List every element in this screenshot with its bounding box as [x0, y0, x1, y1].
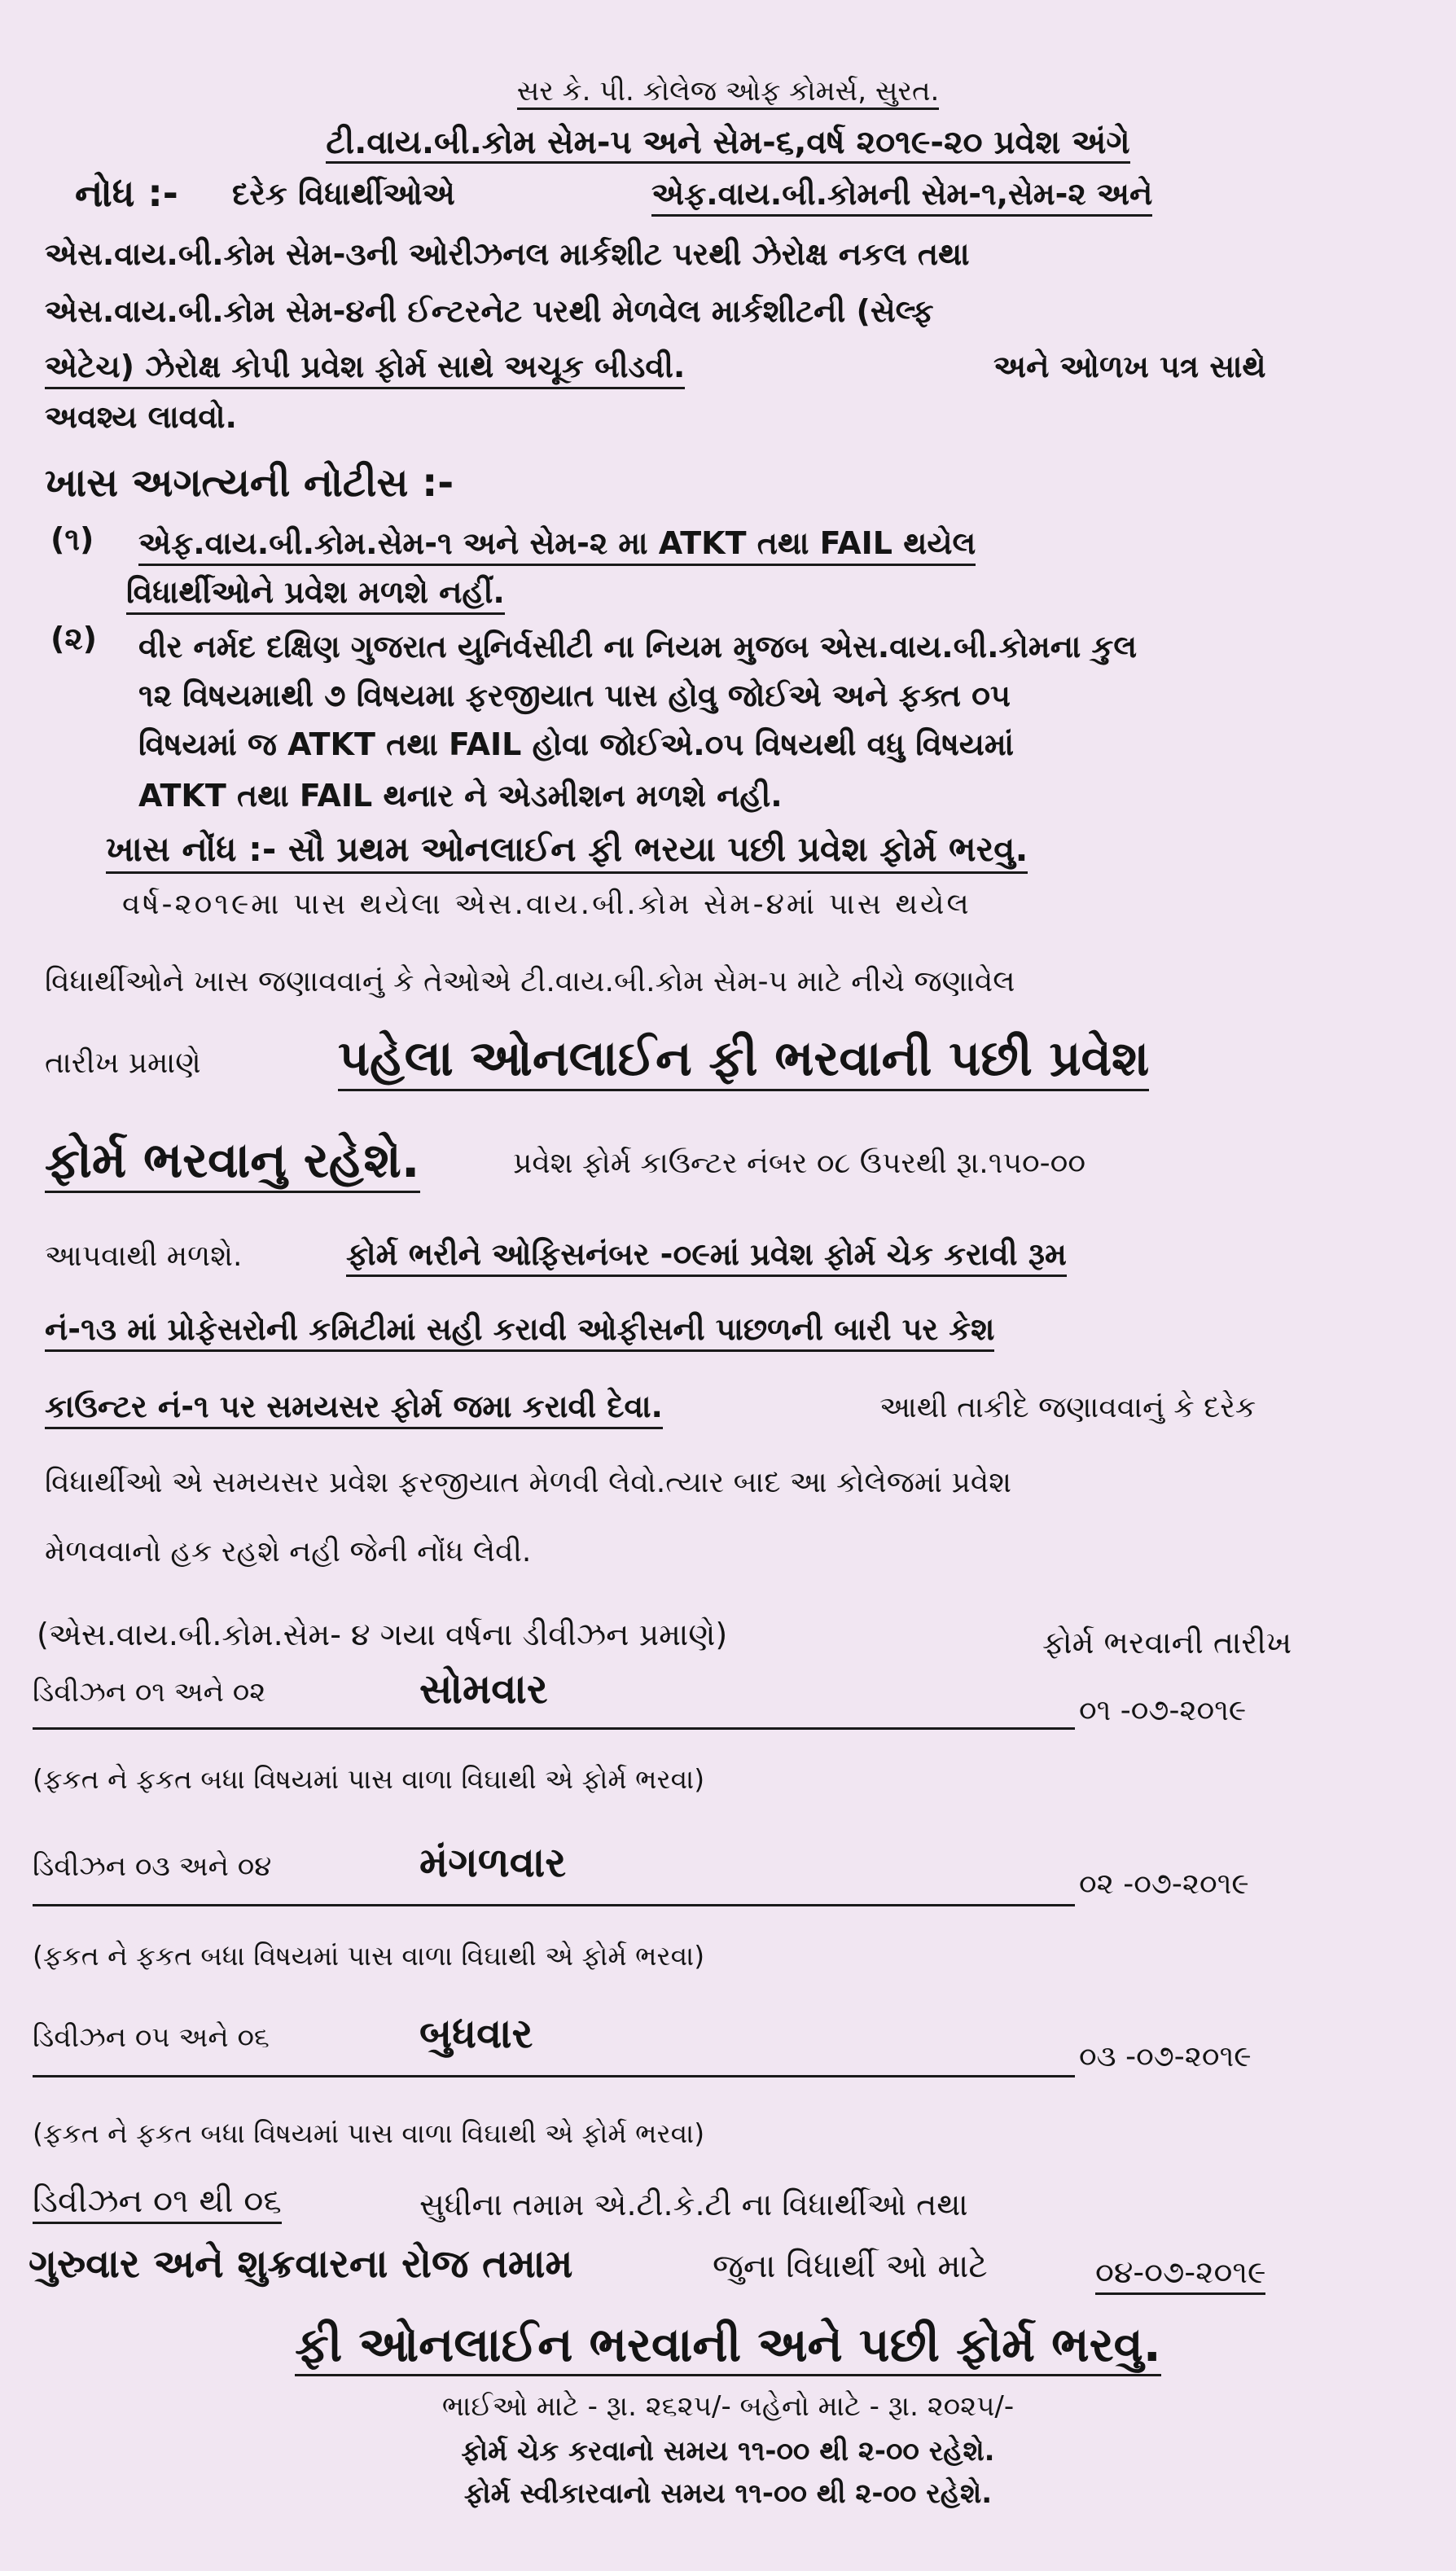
body-line7-underlined: કાઉન્ટર નં-૧ પર સમયસર ફોર્મ જમા કરાવી દેવા. [45, 1389, 663, 1429]
notice-subject: ટી.વાય.બી.કોમ સેમ-૫ અને સેમ-૬,વર્ષ ૨૦૧૯-૨૦ પ્રવેશ અંગે [0, 124, 1456, 161]
item2-line1: વીર નર્મદ દક્ષિણ ગુજરાત યુનિર્વસીટી ના નિયમ મુજબ એસ.વાય.બી.કોમના કુલ [138, 629, 1138, 665]
item2-line4: ATKT તથા FAIL થનાર ને એડમીશન મળશે નહી. [138, 778, 783, 814]
row2-day: મંગળવાર [419, 1839, 567, 1886]
item2-line2: ૧૨ વિષયમાથી ૭ વિષયમા ફરજીયાત પાસ હોવુ જોઈએ અને ફક્ત ૦૫ [138, 678, 1011, 713]
item1-line2: વિધાર્થીઓને પ્રવેશ મળશે નહીં. [126, 574, 505, 615]
accept-time: ફોર્મ સ્વીકારવાનો સમય ૧૧-૦૦ થી ૨-૦૦ રહેશે. [463, 2477, 993, 2510]
note-line5: અવશ્ય લાવવો. [45, 399, 237, 435]
row3-note: (ફકત ને ફકત બધા વિષયમાં પાસ વાળા વિઘાથી એ ફોર્મ ભરવા) [33, 2117, 705, 2149]
row2-note: (ફકત ને ફકત બધા વિષયમાં પાસ વાળા વિઘાથી એ ફોર્મ ભરવા) [33, 1940, 705, 1972]
special-notice-heading: ખાસ અગત્યની નોટીસ :- [45, 460, 454, 506]
note-line4-text: અને ઓળખ પત્ર સાથે [993, 349, 1266, 384]
fee-online-text: ફી ઓનલાઈન ભરવાની અને પછી ફોર્મ ભરવુ. [295, 2317, 1161, 2376]
item2-number: (૨) [50, 621, 98, 656]
body-line9: મેળવવાનો હક રહશે નહી જેની નોંધ લેવી. [45, 1535, 532, 1568]
body-line8: વિધાર્થીઓ એ સમયસર પ્રવેશ ફરજીયાત મેળવી લેવો.ત્યાર બાદ આ કોલેજમાં પ્રવેશ [45, 1466, 1012, 1499]
row2-rule [33, 1904, 1075, 1906]
item1-line1: એફ.વાય.બી.કોમ.સેમ-૧ અને સેમ-૨ મા ATKT તથા FAIL થયેલ [138, 525, 976, 566]
body-line6-underlined: નં-૧૩ માં પ્રોફેસરોની કમિટીમાં સહી કરાવી ઓફીસની પાછળની બારી પર કેશ [45, 1311, 994, 1352]
body-line4-text: પ્રવેશ ફોર્મ કાઉન્ટર નંબર ૦૮ ઉપરથી રૂા.૧૫૦-૦૦ [513, 1147, 1086, 1180]
row1-day: સોમવાર [419, 1665, 548, 1713]
body-line3-emphasis: પહેલા ઓનલાઈન ફી ભરવાની પછી પ્રવેશ [338, 1030, 1149, 1091]
note-line4-underlined: એટેચ) ઝેરોક્ષ કોપી પ્રવેશ ફોર્મ સાથે અચૂક બીડવી. [45, 349, 685, 389]
row1-division: ડિવીઝન ૦૧ અને ૦૨ [33, 1676, 266, 1709]
atkt-text: સુધીના તમામ એ.ટી.કે.ટી ના વિધાર્થીઓ તથા [419, 2187, 968, 2222]
body-line5-underlined: ફોર્મ ભરીને ઓફિસનંબર -૦૯માં પ્રવેશ ફોર્મ ચેક કરાવી રૂમ [346, 1236, 1067, 1277]
row2-date: ૦૨ -૦૭-૨૦૧૯ [1079, 1867, 1249, 1901]
note-line2: એસ.વાય.બી.કોમ સેમ-૩ની ઓરીઝનલ માર્કશીટ પરથી ઝેરોક્ષ નકલ તથા [45, 236, 970, 272]
row1-date: ૦૧ -૦૭-૨૦૧૯ [1079, 1694, 1247, 1727]
fee-online-line [0, 2317, 1456, 2375]
note-line1-text: દરેક વિધાર્થીઓએ [232, 176, 455, 212]
college-name: સર કે. પી. કોલેજ ઓફ કોમર્સ, સુરત. [0, 75, 1456, 107]
note-line3: એસ.વાય.બી.કોમ સેમ-૪ની ઈન્ટરનેટ પરથી મેળવેલ માર્કશીટની (સેલ્ફ [45, 293, 934, 329]
body-line3-text: તારીખ પ્રમાણે [45, 1046, 201, 1080]
row3-date: ૦૩ -૦૭-૨૦૧૯ [1079, 2040, 1252, 2073]
schedule-date-header: ફોર્મ ભરવાની તારીખ [1042, 1625, 1292, 1661]
body-line2: વિધાર્થીઓને ખાસ જણાવવાનું કે તેઓએ ટી.વાય.બી.કોમ સેમ-૫ માટે નીચે જણાવેલ [45, 965, 1015, 998]
atkt-divisions: ડિવીઝન ૦૧ થી ૦૬ [33, 2183, 282, 2224]
body-line1: વર્ષ-૨૦૧૯મા પાસ થયેલા એસ.વાય.બી.કોમ સેમ-૪માં પાસ થયેલ [122, 888, 971, 921]
row3-rule [33, 2075, 1075, 2077]
row2-division: ડિવીઝન ૦૩ અને ૦૪ [33, 1850, 272, 1883]
row1-rule [33, 1727, 1075, 1730]
item2-line3: વિષયમાં જ ATKT તથા FAIL હોવા જોઈએ.૦૫ વિષયથી વધુ વિષયમાં [138, 726, 1015, 762]
row1-note: (ફકત ને ફકત બધા વિષયમાં પાસ વાળા વિઘાથી એ ફોર્મ ભરવા) [33, 1763, 705, 1795]
old-students-days: ગુરુવાર અને શુક્રવારના રોજ તમામ [29, 2241, 573, 2287]
old-students-text: જુના વિધાર્થી ઓ માટે [713, 2248, 988, 2285]
row3-division: ડિવીઝન ૦૫ અને ૦૬ [33, 2021, 270, 2054]
body-line5-text: આપવાથી મળશે. [45, 1239, 243, 1273]
fee-amounts: ભાઈઓ માટે - રૂા. ૨૬૨૫/- બહેનો માટે - રૂા. ૨૦૨૫/- [441, 2390, 1015, 2423]
row3-day: બુધવાર [419, 2010, 533, 2057]
body-line4-emphasis: ફોર્મ ભરવાનુ રહેશે. [45, 1132, 420, 1193]
schedule-basis: (એસ.વાય.બી.કોમ.સેમ- ૪ ગયા વર્ષના ડીવીઝન પ્રમાણે) [37, 1617, 728, 1652]
old-students-date: ૦૪-૦૭-૨૦૧૯ [1095, 2254, 1265, 2295]
note-line1-underlined: એફ.વાય.બી.કોમની સેમ-૧,સેમ-૨ અને [651, 176, 1152, 217]
body-line7-text: આથી તાકીદે જણાવવાનું કે દરેક [879, 1391, 1256, 1424]
special-note: ખાસ નોંધ :- સૌ પ્રથમ ઓનલાઈન ફી ભરયા પછી પ્રવેશ ફોર્મ ભરવુ. [106, 829, 1028, 874]
note-label: નોધ :- [75, 171, 178, 215]
check-time: ફોર્મ ચેક કરવાનો સમય ૧૧-૦૦ થી ૨-૦૦ રહેશે. [461, 2435, 995, 2468]
item1-number: (૧) [50, 521, 94, 557]
